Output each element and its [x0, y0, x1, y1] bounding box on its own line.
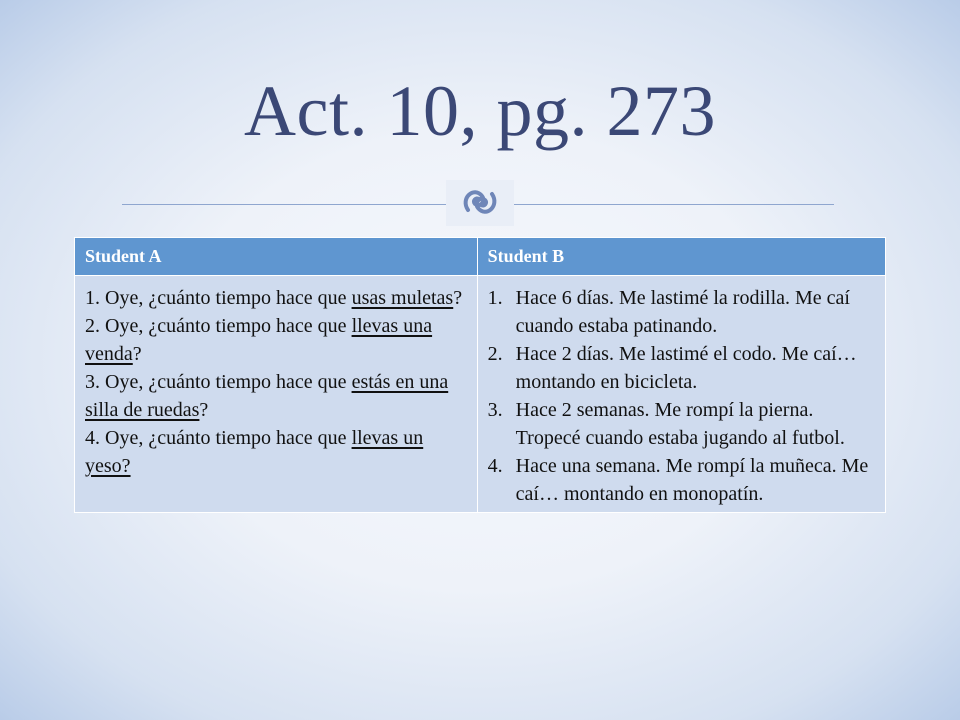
student-a-question-3: [85, 368, 467, 424]
activity-table-wrap: [74, 237, 886, 513]
student-a-question-2: [85, 312, 467, 368]
list-number: 4.: [487, 455, 503, 477]
question-suffix: ?: [453, 287, 463, 309]
table-row: [75, 276, 886, 513]
activity-table: [74, 237, 886, 513]
student-a-question-4: [85, 424, 467, 480]
question-underlined: estás en una silla de ruedas: [85, 371, 449, 421]
question-text: 2. Oye, ¿cuánto tiempo hace que: [85, 315, 352, 337]
student-b-answer-list: [488, 284, 875, 508]
question-suffix: ?: [132, 343, 142, 365]
list-item: [488, 396, 875, 452]
ornament-icon: [446, 180, 514, 226]
answer-text: Hace 6 días. Me lastimé la rodilla. Me caí cuando estaba patinando.: [515, 287, 850, 337]
question-underlined: usas muletas: [351, 287, 454, 309]
slide-title: Act. 10, pg. 273: [244, 71, 716, 151]
list-number: 3.: [487, 399, 503, 421]
answer-text: Hace 2 semanas. Me rompí la pierna. Tropecé cuando estaba jugando al futbol.: [515, 399, 845, 449]
question-text: 4. Oye, ¿cuánto tiempo hace que: [85, 427, 352, 449]
list-item: [488, 340, 875, 396]
list-item: [488, 452, 875, 508]
question-suffix: ?: [199, 399, 209, 421]
question-text: 1. Oye, ¿cuánto tiempo hace que: [85, 287, 352, 309]
question-text: 3. Oye, ¿cuánto tiempo hace que: [85, 371, 352, 393]
student-a-cell: [75, 276, 478, 513]
question-underlined: llevas una venda: [85, 315, 433, 365]
list-number: 1.: [487, 287, 503, 309]
question-underlined: llevas un yeso?: [85, 427, 424, 477]
header-student-b: Student B: [477, 238, 885, 276]
table-header-row: [75, 238, 886, 276]
student-b-cell: [477, 276, 885, 513]
list-number: 2.: [487, 343, 503, 365]
answer-text: Hace 2 días. Me lastimé el codo. Me caí…montando en bicicleta.: [515, 343, 857, 393]
list-item: [488, 284, 875, 340]
student-a-question-1: [85, 284, 467, 312]
header-student-a: Student A: [75, 238, 478, 276]
answer-text: Hace una semana. Me rompí la muñeca. Me caí… montando en monopatín.: [515, 455, 869, 505]
